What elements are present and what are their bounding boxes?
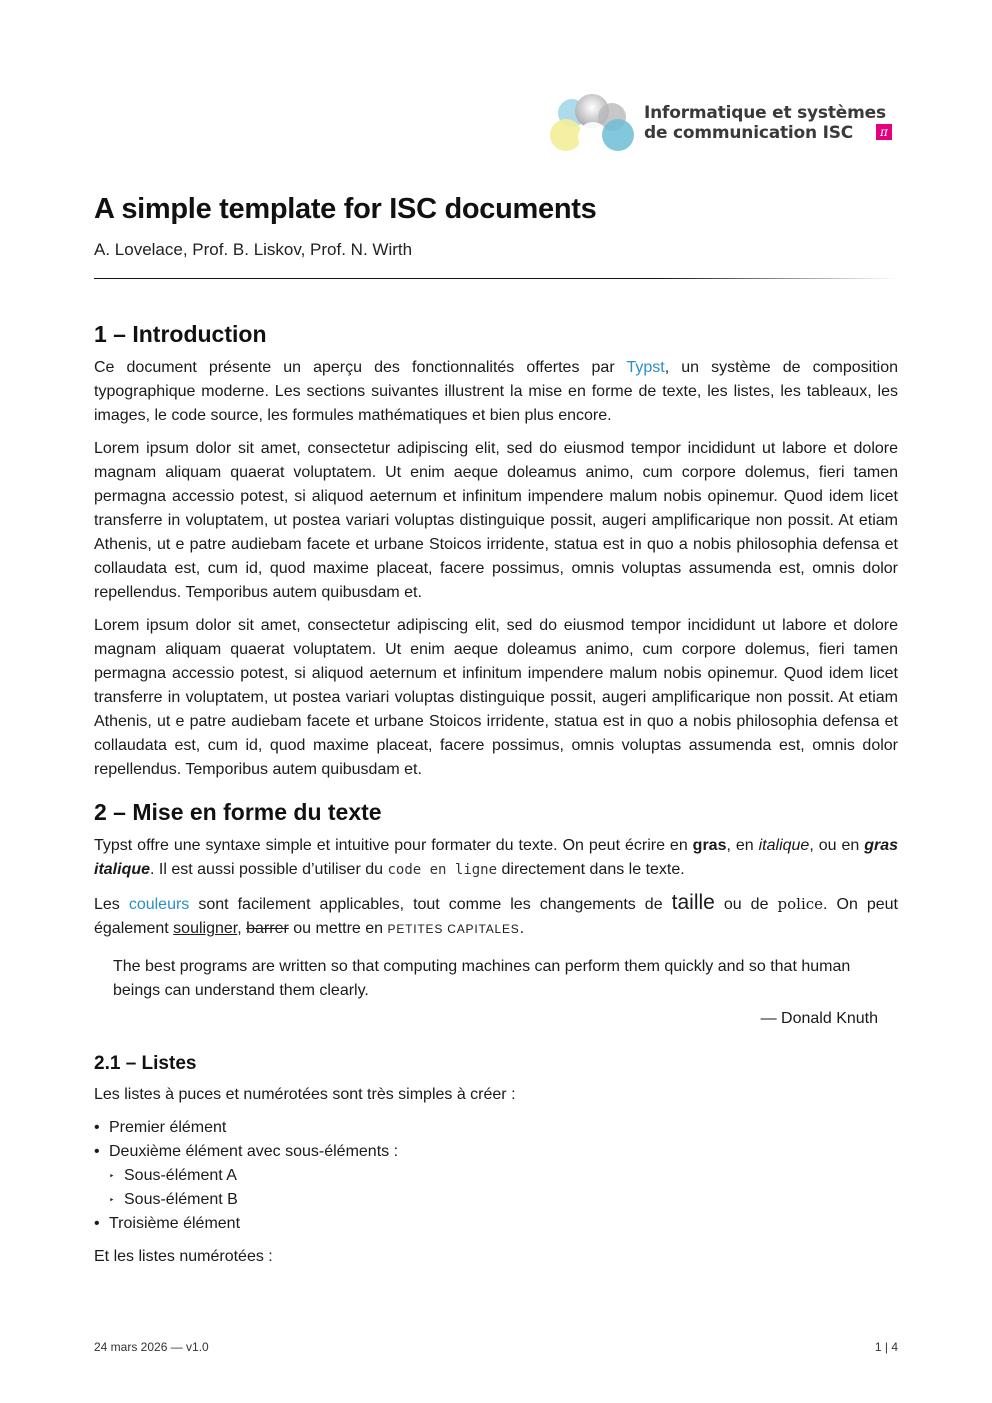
- bullet-list: [94, 1116, 898, 1236]
- lorem-paragraph-2: Lorem ipsum dolor sit amet, consectetur adipiscing elit, sed do eiusmod tempor incididunt ut labore et dolore magnam aliquam quaerat voluptatem. Ut enim aeque doleamus animo, cum corpore dolemus, fieri tamen permagna accessio potest, si aliquod aeternum et infinitum impendere malum nobis opinemur. Quod idem licet transferre in voluptatem, ut postea variari voluptas distinguique possit, augeri amplificarique non possit. At etiam Athenis, ut e patre audiebam facete et urbane Stoicos irridente, statua est in quo a nobis philosophia defensa et collaudata est, cum id, quod maxime placeat, facere possimus, omnis voluptas assumenda est, omnis dolor repellendus. Temporibus autem quibusdam et.: [94, 617, 898, 778]
- fmt-text: ,: [237, 920, 247, 937]
- inline-code-sample: code en ligne: [387, 862, 498, 878]
- section-heading-formatting: 2 – Mise en forme du texte: [94, 799, 382, 825]
- pi-badge-icon: π: [876, 124, 892, 140]
- list-item-text: Premier élément: [109, 1119, 227, 1136]
- fmt-text: ou de: [714, 896, 778, 913]
- sub-list-item: [109, 1164, 898, 1188]
- triangle-bullet-icon: ‣: [109, 1171, 115, 1181]
- typst-link[interactable]: Typst: [626, 359, 665, 376]
- fmt-text: , en: [726, 837, 759, 854]
- knuth-quote: [113, 955, 878, 1031]
- bold-italic-sample: gras italique: [94, 837, 898, 878]
- footer-page-number: 1 | 4: [874, 1340, 898, 1354]
- list-item: [94, 1140, 898, 1212]
- list-item-text: Troisième élément: [109, 1215, 241, 1232]
- bullet-icon: •: [94, 1215, 100, 1232]
- logo-line2: de communication ISC: [644, 123, 854, 143]
- document-authors: A. Lovelace, Prof. B. Liskov, Prof. N. Wirth: [94, 240, 413, 259]
- fmt-text: ou mettre en: [288, 920, 388, 937]
- lists-intro: Les listes à puces et numérotées sont très simples à créer :: [94, 1086, 516, 1103]
- lorem-paragraph-1: Lorem ipsum dolor sit amet, consectetur adipiscing elit, sed do eiusmod tempor incididunt ut labore et dolore magnam aliquam quaerat voluptatem. Ut enim aeque doleamus animo, cum corpore dolemus, fieri tamen permagna accessio potest, si aliquod aeternum et infinitum impendere malum nobis opinemur. Quod idem licet transferre in voluptatem, ut postea variari voluptas distinguique possit, augeri amplificarique non possit. At etiam Athenis, ut e patre audiebam facete et urbane Stoicos irridente, statua est in quo a nobis philosophia defensa et collaudata est, cum id, quod maxime placeat, facere possimus, omnis voluptas assumenda est, omnis dolor repellendus. Temporibus autem quibusdam et.: [94, 440, 898, 601]
- fmt-text: . Il est aussi possible d’utiliser du: [150, 861, 388, 878]
- subsection-heading-lists: 2.1 – Listes: [94, 1053, 197, 1074]
- document-title: A simple template for ISC documents: [94, 193, 597, 225]
- underline-sample: souligner: [173, 920, 238, 937]
- size-text-sample: taille: [671, 891, 715, 914]
- bold-sample: gras: [692, 837, 727, 854]
- bullet-icon: •: [94, 1119, 100, 1136]
- smallcaps-sample: PETITES CAPITALES: [387, 922, 520, 936]
- formatting-paragraph-1: [94, 834, 898, 882]
- quote-author: — Donald Knuth: [760, 1010, 878, 1027]
- list-item: [94, 1116, 898, 1140]
- fmt-text: .: [519, 920, 525, 937]
- fmt-text: , ou en: [809, 837, 865, 854]
- numbered-lists-intro: Et les listes numérotées :: [94, 1248, 273, 1265]
- cloud-logo-icon: [548, 93, 638, 153]
- list-item-text: Deuxième élément avec sous-éléments :: [109, 1143, 399, 1160]
- fmt-text: directement dans le texte.: [497, 861, 685, 878]
- footer-date-version: 24 mars 2026 — v1.0: [94, 1340, 209, 1354]
- logo-text: [644, 103, 886, 143]
- font-text-sample: police: [777, 895, 824, 913]
- fmt-text: Les: [94, 896, 129, 913]
- colored-text-sample: couleurs: [128, 896, 190, 913]
- bullet-icon: •: [94, 1143, 100, 1160]
- sub-list-item-text: Sous-élément B: [124, 1191, 238, 1208]
- intro-paragraph: [94, 356, 898, 428]
- fmt-text: sont facilement applicables, tout comme les changements de: [189, 896, 672, 913]
- intro-text-end: , un système de composition typographique moderne. Les sections suivantes illustrent la mise en forme de texte, les listes, les tableaux, les images, le code source, les formules mathématiques et bien plus encore.: [94, 359, 899, 424]
- quote-text: The best programs are written so that computing machines can perform them quickly and so that human beings can understand them clearly.: [113, 958, 851, 999]
- sub-list: [109, 1164, 898, 1212]
- fmt-text: . On peut également: [94, 896, 899, 937]
- fmt-text: Typst offre une syntaxe simple et intuitive pour formater du texte. On peut écrire en: [94, 837, 693, 854]
- formatting-paragraph-2: [94, 891, 898, 941]
- strikethrough-sample: barrer: [246, 920, 289, 937]
- document-body: [94, 318, 898, 1278]
- triangle-bullet-icon: ‣: [109, 1195, 115, 1205]
- sub-list-item: [109, 1188, 898, 1212]
- isc-logo: [548, 93, 898, 153]
- section-heading-introduction: 1 – Introduction: [94, 321, 267, 347]
- logo-line1: Informatique et systèmes: [644, 103, 886, 123]
- list-item: [94, 1212, 898, 1236]
- title-divider: [94, 278, 898, 279]
- intro-text-start: Ce document présente un aperçu des fonctionnalités offertes par: [94, 359, 627, 376]
- italic-sample: italique: [758, 837, 810, 854]
- sub-list-item-text: Sous-élément A: [124, 1167, 237, 1184]
